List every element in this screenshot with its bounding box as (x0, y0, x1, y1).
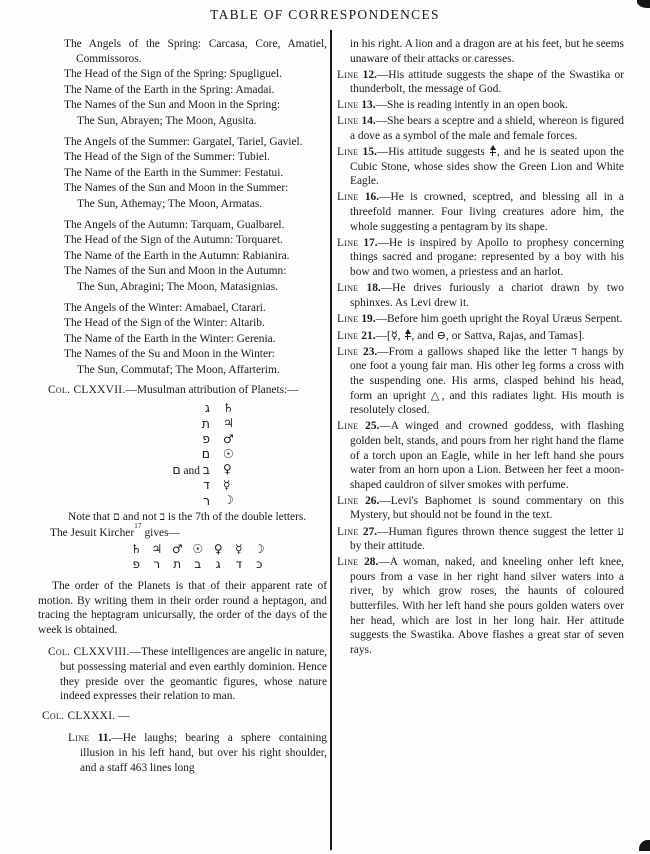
season-line: The Name of the Earth in the Summer: Festatui. (64, 166, 284, 179)
season-line: The Names of the Sun and Moon in the Summer: (64, 182, 289, 195)
line-number: 27. (362, 525, 378, 538)
line-label: Line (337, 236, 359, 249)
season-line: The Sun, Abragini; The Moon, Matasignias. (77, 280, 279, 293)
season-line: The Name of the Earth in the Spring: Amadai. (64, 83, 275, 96)
page-title: TABLE OF CORRESPONDENCES (210, 7, 440, 22)
line-number: 15. (362, 146, 377, 159)
line-label: Line (337, 420, 359, 433)
hebrew-letter: ב (194, 556, 202, 571)
line-text: —Levi's Baphomet is sound commentary on this Mystery, but should not be found in the text. (350, 494, 624, 522)
line-text: —His attitude suggests (376, 146, 489, 159)
season-line: The Angels of the Autumn: Tarquam, Gualbarel. (64, 218, 285, 231)
line-number: 28. (364, 556, 379, 569)
season-line: The Angels of the Winter: Amabael, Ctarari. (64, 301, 266, 314)
line-label: Line (337, 99, 359, 112)
kircher-intro: The Jesuit Kircher$^{17}$ gives— (50, 520, 180, 540)
line-label: Line (337, 556, 359, 569)
mars-symbol: ♂ (223, 431, 234, 446)
col-text: —Musulman attribution of Planets:— (125, 384, 299, 397)
left-column (38, 37, 327, 776)
line-number: 23. (363, 345, 378, 358)
autumn-correspondences (64, 218, 327, 295)
season-line: The Head of the Sign of the Spring: Spugliguel. (64, 68, 282, 81)
line-text: —He drives furiously a chariot drawn by two sphinxes. As Levi drew it. (350, 282, 624, 309)
hebrew-letter: ת (173, 556, 182, 571)
line-number: 12. (362, 68, 377, 81)
line-13-entry (337, 98, 624, 113)
mercury-symbol: ☿ (390, 327, 398, 342)
line-label: Line (337, 494, 359, 507)
line-text: —He is inspired by Apollo to prophesy concerning things sacred and progane: represented by a boy with his bow and two women, a priestess and an harlot. (350, 236, 624, 278)
spring-correspondences (64, 37, 327, 129)
line-27-entry (337, 525, 624, 554)
col-178-note (38, 645, 327, 703)
line-text: , and ⊖, or Sattva, Rajas, and Tamas]. (411, 329, 585, 342)
line-number: 19. (361, 312, 376, 325)
hebrew-letter: פ (202, 431, 210, 447)
line-number: 25. (365, 420, 380, 433)
line-label: Line (68, 732, 90, 745)
saturn-symbol: ♄ (223, 400, 234, 415)
kircher-letters-row (126, 557, 327, 572)
sun-symbol: ☉ (192, 541, 204, 556)
season-line: The Names of the Sun and Moon in the Spring: (64, 99, 281, 112)
line-text: —Human figures thrown thence suggest the letter ע by their attitude. (350, 525, 624, 553)
season-line: The Name of the Earth in the Autumn: Rabianira. (64, 249, 290, 262)
col-label: Col. CLXXVII. (48, 384, 126, 397)
table-row (38, 477, 327, 492)
hebrew-letter: ד (203, 477, 210, 493)
scan-artifact (639, 840, 650, 851)
season-line: The Head of the Sign of the Autumn: Torquaret. (64, 234, 283, 247)
line-text: —She bears a sceptre and a shield, whereon is figured a dove as a symbol of the male and female forces. (350, 115, 624, 143)
line-text: —He laughs; bearing a sphere containing illusion in his left hand, but over his right shoulder, and a staff 463 lines long (80, 732, 327, 774)
mercury-symbol: ☿ (223, 477, 231, 492)
planet-order-paragraph: The order of the Planets is that of their apparent rate of motion. By writing them in their order round a heptagon, and tracing the heptagram unicursally, the order of the days of the week is obtained. (38, 579, 327, 636)
line-text: —From a gallows shaped like the letter ד hangs by one foot a young fair man. His other leg forms a cross with the suspending one. His arms, clasped behind his head, form an upright △, and this radiates light. His mouth is resolutely closed. (350, 345, 624, 417)
line-label: Line (337, 146, 359, 159)
conjunction: and (180, 464, 203, 477)
hebrew-letter-pair: ם and ב (172, 461, 210, 477)
line-number: 16. (364, 191, 380, 204)
season-line: The Angels of the Summer: Gargatel, Tariel, Gaviel. (64, 135, 303, 148)
line-label: Line (337, 312, 359, 325)
hebrew-letter: ת (201, 415, 210, 431)
mercury-symbol: ☿ (235, 541, 243, 556)
line-label: Line (337, 115, 359, 128)
line-19-entry (337, 312, 624, 327)
sulphur-symbol (489, 145, 497, 157)
season-line: The Names of the Sun and Moon in the Autumn: (64, 265, 287, 278)
kircher-planets-row (126, 542, 327, 557)
line-18-entry (337, 281, 624, 310)
table-row (38, 446, 327, 461)
hebrew-letter: ד (235, 556, 243, 571)
hebrew-letter: כ (256, 556, 263, 571)
line-label: Line (337, 329, 359, 342)
line-text: —His attitude suggests the shape of the Swastika or thunderbolt, the message of God. (350, 68, 624, 96)
season-line: The Names of the Su and Moon in the Winter: (64, 348, 275, 361)
col-177-note (38, 383, 327, 398)
table-row (38, 400, 327, 415)
sun-symbol: ☉ (223, 446, 234, 461)
line-26-entry (337, 494, 624, 523)
col-label: Col. CLXXVIII. (48, 646, 130, 659)
footnote-marker: 17 (134, 520, 142, 530)
line-label: Line (337, 191, 359, 204)
moon-symbol: ☽ (253, 541, 265, 556)
line-21-entry: Line 21.—[☿, , and ⊖, or Sattva, Rajas, and Tamas]. (337, 327, 585, 342)
line-number: 18. (366, 282, 381, 294)
line-28-entry (337, 555, 624, 657)
season-line: The Head of the Sign of the Summer: Tubiel. (64, 151, 270, 164)
table-row (38, 492, 327, 507)
line-label: Line (337, 345, 359, 358)
line-text: —A woman, naked, and kneeling onher left knee, pours from a vase in her right hand silver waters into a river, by which grow roses, the haunts of coloured butterfiles. With her left hand she pours golden waters over her head, which are lost in her long hair. Her attitude suggests the Swastika. Above flashes a great star of seven rays. (350, 556, 624, 656)
line-label: Line (337, 282, 359, 294)
hebrew-letter: ם (201, 446, 210, 462)
table-row (38, 462, 327, 477)
double-letters-note: Note that ם and not ב is the 7th of the double letters. (68, 510, 307, 523)
column-divider-rule (330, 30, 332, 850)
line-number: 21. (361, 329, 376, 342)
line-label: Line (337, 68, 359, 81)
season-line: The Angels of the Spring: Carcasa, Core, Amatiel, Commissoros. (64, 38, 327, 65)
line-23-entry (337, 345, 624, 418)
line-text: , and he is seated upon the Cubic Stone, whose sides show the Green Lion and White Eagle. (350, 146, 624, 188)
col-181-heading: Col. CLXXXI. — (42, 709, 130, 722)
venus-symbol: ♀ (223, 462, 232, 477)
line-11-continuation: in his right. A lion and a dragon are at his feet, but he seems unaware of their attacks or caresses. (350, 38, 624, 65)
hebrew-letter: פ (132, 556, 140, 571)
jupiter-symbol: ♃ (151, 541, 163, 556)
hebrew-letter: ר (153, 556, 161, 571)
season-line: The Head of the Sign of the Winter: Altarib. (64, 317, 265, 330)
kircher-table (126, 542, 327, 572)
line-text: —A winged and crowned goddess, with flashing golden belt, stands, and pours from her right hand the flame of a torch upon an Eagle, while in her left hand she pours water from an horn upon a Lion. Between her feet a moon-shaped cauldron of silver smokes with perfume. (350, 420, 624, 491)
saturn-symbol: ♄ (130, 541, 142, 556)
jupiter-symbol: ♃ (223, 416, 234, 431)
sulphur-symbol (404, 329, 412, 341)
line-number: 26. (365, 494, 380, 507)
line-15-entry (337, 145, 624, 189)
hebrew-letter: ג (215, 556, 221, 571)
line-11-entry (38, 731, 327, 775)
line-text: —She is reading intently in an open book. (375, 99, 568, 112)
table-row (38, 431, 327, 446)
table-row (38, 415, 327, 430)
line-number: 14. (361, 115, 376, 128)
line-14-entry (337, 114, 624, 143)
line-16-entry (337, 190, 624, 234)
season-line: The Sun, Abrayen; The Moon, Agusita. (77, 114, 257, 127)
line-12-entry (337, 68, 624, 97)
hebrew-letter: ר (202, 492, 210, 508)
right-column (337, 37, 624, 659)
line-text: —He is crowned, sceptred, and blessing all in a threefold manner. Four living creatures adore him, the whole suggesting a pentagram by its shape. (350, 191, 624, 233)
line-label: Line (337, 525, 359, 538)
col-label: Col. CLXXXI. (42, 709, 116, 722)
col-text: —These intelligences are angelic in nature, but possessing material and even earthly dominion. Hence they preside over the geomantic figures, whose nature indeed expresses their relation to man. (60, 646, 327, 703)
line-25-entry (337, 419, 624, 492)
season-line: The Sun, Commutaf; The Moon, Affarterim. (77, 363, 280, 376)
line-text: —Before him goeth upright the Royal Uræus Serpent. (375, 312, 623, 325)
season-line: The Name of the Earth in the Winter: Gerenia. (64, 332, 276, 345)
line-number: 13. (361, 99, 376, 112)
line-17-entry (337, 236, 624, 280)
line-number: 17. (363, 236, 378, 249)
line-number: 11. (97, 732, 112, 745)
musulman-planet-table (38, 400, 327, 508)
line-text: —[ (375, 329, 391, 342)
venus-symbol: ♀ (213, 541, 223, 556)
season-line: The Sun, Athemay; The Moon, Armatas. (77, 197, 263, 210)
mars-symbol: ♂ (171, 541, 183, 556)
summer-correspondences (64, 135, 327, 212)
hebrew-letter: ג (204, 400, 210, 416)
moon-symbol: ☽ (223, 493, 234, 508)
winter-correspondences (64, 301, 327, 378)
